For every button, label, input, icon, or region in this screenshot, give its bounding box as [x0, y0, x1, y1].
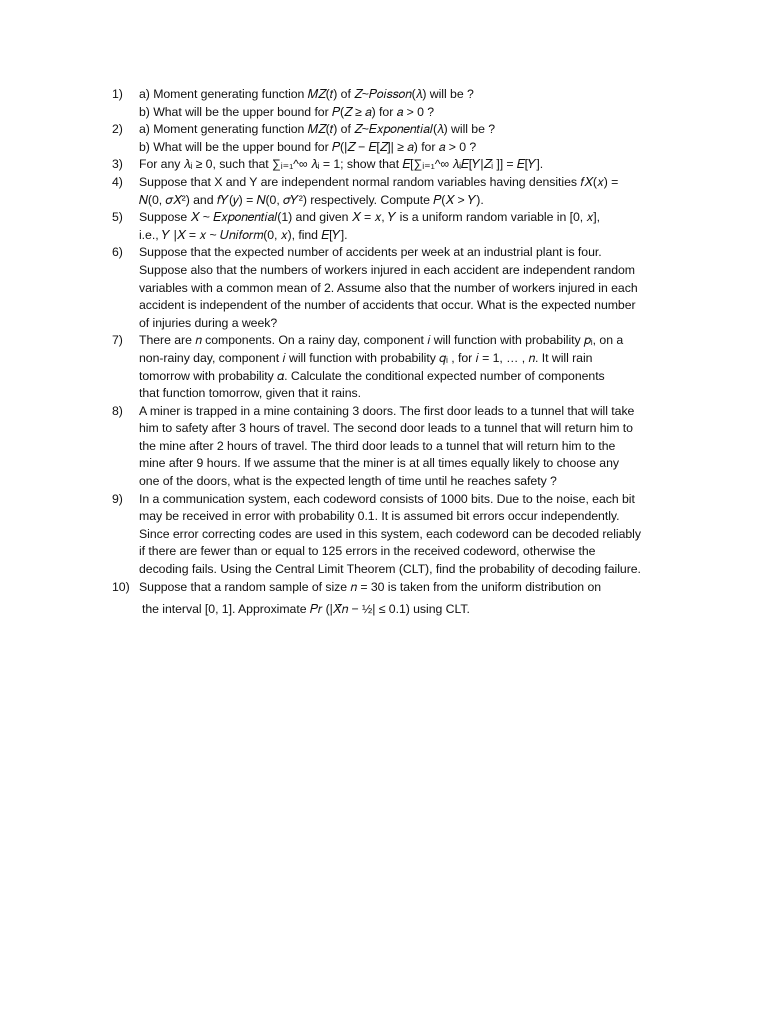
problem-line: that function tomorrow, given that it rains.: [139, 386, 361, 401]
problem-item: [112, 86, 682, 121]
problem-line: Suppose that X and Y are independent normal random variables having densities 𝑓𝑋(𝑥) =: [139, 174, 619, 189]
problem-number: 5): [112, 210, 123, 225]
problem-line: may be received in error with probability 0.1. It is assumed bit errors occur independently.: [139, 509, 620, 524]
problem-item: [112, 121, 682, 156]
problem-text: [139, 579, 682, 619]
problem-item: [112, 156, 682, 174]
problem-line: decoding fails. Using the Central Limit Theorem (CLT), find the probability of decoding failure.: [139, 562, 641, 577]
problem-line: For any 𝜆ᵢ ≥ 0, such that ∑ᵢ₌₁^∞ 𝜆ᵢ = 1; show that 𝐸[∑ᵢ₌₁^∞ 𝜆ᵢ𝐸[𝑌|𝑍ᵢ ]] = 𝐸[𝑌].: [139, 157, 544, 172]
problem-number: 7): [112, 333, 123, 348]
problem-line: the mine after 2 hours of travel. The third door leads to a tunnel that will return him to the: [139, 438, 616, 453]
problem-number: 2): [112, 122, 123, 137]
problem-number: 6): [112, 245, 123, 260]
problem-text: [139, 209, 682, 244]
problem-item: [112, 209, 682, 244]
problem-line: accident is independent of the number of accidents that occur. What is the expected number: [139, 298, 636, 313]
problem-line: if there are fewer than or equal to 125 errors in the received codeword, otherwise the: [139, 544, 596, 559]
problem-text: [139, 244, 682, 332]
problem-part-a: a) Moment generating function 𝑀𝑍(𝑡) of 𝑍~𝐸𝑥𝑝𝑜𝑛𝑒𝑛𝑡𝑖𝑎𝑙(𝜆) will be ?: [139, 122, 496, 137]
problem-item: [112, 244, 682, 332]
problem-line: Suppose 𝑋 ~ 𝐸𝑥𝑝𝑜𝑛𝑒𝑛𝑡𝑖𝑎𝑙(1) and given 𝑋 = 𝑥, 𝑌 is a uniform random variable in [0, 𝑥],: [139, 210, 601, 225]
problem-line: mine after 9 hours. If we assume that the miner is at all times equally likely to choose any: [139, 456, 619, 471]
problem-text: [139, 156, 682, 174]
problem-item: [112, 332, 682, 402]
problem-item: [112, 579, 682, 619]
problem-number: 9): [112, 491, 123, 506]
problem-item: [112, 403, 682, 491]
problem-line: Since error correcting codes are used in this system, each codeword can be decoded reliably: [139, 526, 641, 541]
problem-line: non-rainy day, component 𝑖 will function with probability 𝑞ᵢ , for 𝑖 = 1, … , 𝑛. It will rain: [139, 350, 593, 365]
problem-list: [112, 86, 682, 618]
problem-number: 4): [112, 174, 123, 189]
problem-number: 3): [112, 157, 123, 172]
problem-text: [139, 121, 682, 156]
problem-line: Suppose that a random sample of size 𝑛 = 30 is taken from the uniform distribution on: [139, 579, 602, 594]
problem-line: Suppose that the expected number of accidents per week at an industrial plant is four.: [139, 245, 602, 260]
problem-line: one of the doors, what is the expected length of time until he reaches safety ?: [139, 474, 557, 489]
problem-text: [139, 174, 682, 209]
problem-text: [139, 332, 682, 402]
problem-part-b: b) What will be the upper bound for 𝑃(|𝑍 − 𝐸[𝑍]| ≥ 𝑎) for 𝑎 > 0 ?: [139, 139, 477, 154]
problem-item: [112, 491, 682, 579]
problem-item: [112, 174, 682, 209]
problem-line: 𝑁(0, 𝜎𝑋²) and 𝑓𝑌(𝑦) = 𝑁(0, 𝜎𝑌²) respectively. Compute 𝑃(𝑋 > 𝑌).: [139, 192, 484, 207]
problem-number: 10): [112, 579, 130, 594]
problem-line: variables with a common mean of 2. Assume also that the number of workers injured in each: [139, 280, 638, 295]
problem-line: In a communication system, each codeword consists of 1000 bits. Due to the noise, each bit: [139, 491, 635, 506]
problem-text: [139, 86, 682, 121]
problem-line: There are 𝑛 components. On a rainy day, component 𝑖 will function with probability 𝑝ᵢ, on a: [139, 333, 624, 348]
problem-text: [139, 491, 682, 579]
problem-number: 1): [112, 87, 123, 101]
problem-part-a: a) Moment generating function 𝑀𝑍(𝑡) of 𝑍~𝑃𝑜𝑖𝑠𝑠𝑜𝑛(𝜆) will be ?: [139, 87, 474, 101]
problem-line: the interval [0, 1]. Approximate 𝑃𝑟 (|𝑋̄𝑛 − ½| ≤ 0.1) using CLT.: [142, 602, 470, 617]
problem-line: A miner is trapped in a mine containing 3 doors. The first door leads to a tunnel that will take: [139, 403, 635, 418]
problem-line: tomorrow with probability 𝛼. Calculate the conditional expected number of components: [139, 368, 605, 383]
problem-line: i.e., 𝑌 |𝑋 = 𝑥 ~ 𝑈𝑛𝑖𝑓𝑜𝑟𝑚(0, 𝑥), find 𝐸[𝑌].: [139, 227, 348, 242]
problem-text: [139, 403, 682, 491]
problem-line: him to safety after 3 hours of travel. The second door leads to a tunnel that will return him to: [139, 421, 633, 436]
problem-part-b: b) What will be the upper bound for 𝑃(𝑍 ≥ 𝑎) for 𝑎 > 0 ?: [139, 104, 435, 119]
problem-number: 8): [112, 403, 123, 418]
problem-line: of injuries during a week?: [139, 315, 278, 330]
problem-line: Suppose also that the numbers of workers injured in each accident are independent random: [139, 262, 635, 277]
